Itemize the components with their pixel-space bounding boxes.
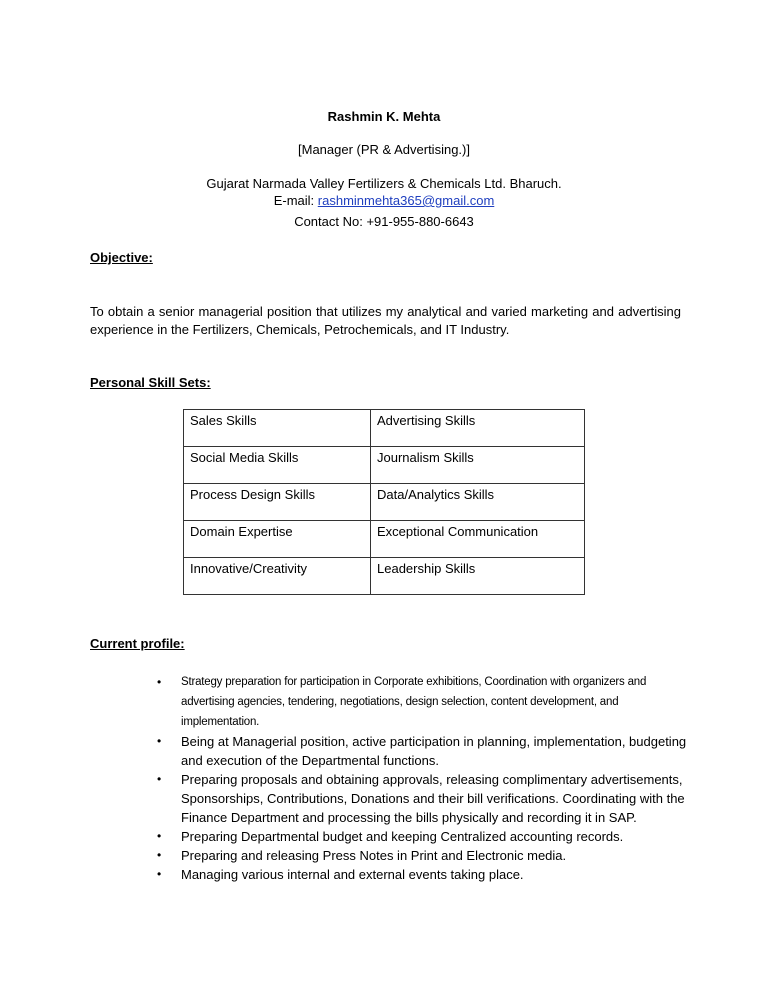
email-link[interactable]: rashminmehta365@gmail.com xyxy=(317,193,495,208)
skill-cell: Innovative/Creativity xyxy=(184,558,371,595)
list-item xyxy=(151,846,691,865)
bullet-icon: • xyxy=(157,734,162,748)
contact-number: Contact No: +91-955-880-6643 xyxy=(294,214,474,229)
bullet-icon: • xyxy=(157,848,162,862)
list-item-text: Preparing proposals and obtaining approvals, releasing complimentary advertisements, Sponsorships, Contributions, Donations and their bill verifications. Coordinating with the Finance Department and processing the bills physically and recording it in SAP. xyxy=(181,772,685,825)
bullet-icon: • xyxy=(157,829,162,843)
profile-list xyxy=(151,672,691,884)
skill-cell: Leadership Skills xyxy=(371,558,585,595)
skill-cell: Process Design Skills xyxy=(184,484,371,521)
list-item-text: Being at Managerial position, active participation in planning, implementation, budgeting and execution of the Departmental functions. xyxy=(181,734,687,768)
skill-cell: Data/Analytics Skills xyxy=(371,484,585,521)
skill-cell: Domain Expertise xyxy=(184,521,371,558)
list-item xyxy=(151,770,691,827)
candidate-name: Rashmin K. Mehta xyxy=(327,109,441,124)
skill-cell: Journalism Skills xyxy=(371,447,585,484)
list-item xyxy=(151,865,691,884)
job-title: [Manager (PR & Advertising.)] xyxy=(298,142,470,157)
bullet-icon: • xyxy=(157,675,162,689)
list-item-text: Preparing Departmental budget and keeping Centralized accounting records. xyxy=(181,829,624,844)
list-item xyxy=(151,672,691,732)
email-label: E-mail: xyxy=(273,193,318,208)
objective-text: To obtain a senior managerial position that utilizes my analytical and varied marketing and advertising experience in the Fertilizers, Chemicals, Petrochemicals, and IT Industry. xyxy=(90,304,681,337)
table-row xyxy=(184,558,585,595)
list-item-text: Preparing and releasing Press Notes in Print and Electronic media. xyxy=(181,848,567,863)
email-line xyxy=(0,193,768,209)
table-row xyxy=(184,521,585,558)
list-item-text: Managing various internal and external events taking place. xyxy=(181,867,524,882)
skills-table xyxy=(183,409,585,595)
skill-cell: Advertising Skills xyxy=(371,410,585,447)
skill-cell: Social Media Skills xyxy=(184,447,371,484)
list-item xyxy=(151,732,691,770)
objective-heading: Objective: xyxy=(90,250,153,265)
bullet-icon: • xyxy=(157,867,162,881)
skills-heading: Personal Skill Sets: xyxy=(90,375,211,390)
company-name: Gujarat Narmada Valley Fertilizers & Chemicals Ltd. Bharuch. xyxy=(206,176,562,191)
table-row xyxy=(184,484,585,521)
bullet-icon: • xyxy=(157,772,162,786)
skill-cell: Exceptional Communication xyxy=(371,521,585,558)
table-row xyxy=(184,410,585,447)
table-row xyxy=(184,447,585,484)
skill-cell: Sales Skills xyxy=(184,410,371,447)
profile-heading: Current profile: xyxy=(90,636,185,651)
list-item xyxy=(151,827,691,846)
list-item-text: Strategy preparation for participation in Corporate exhibitions, Coordination with organizers and advertising agencies, tendering, negotiations, design selection, content development, and implementation. xyxy=(181,676,647,728)
